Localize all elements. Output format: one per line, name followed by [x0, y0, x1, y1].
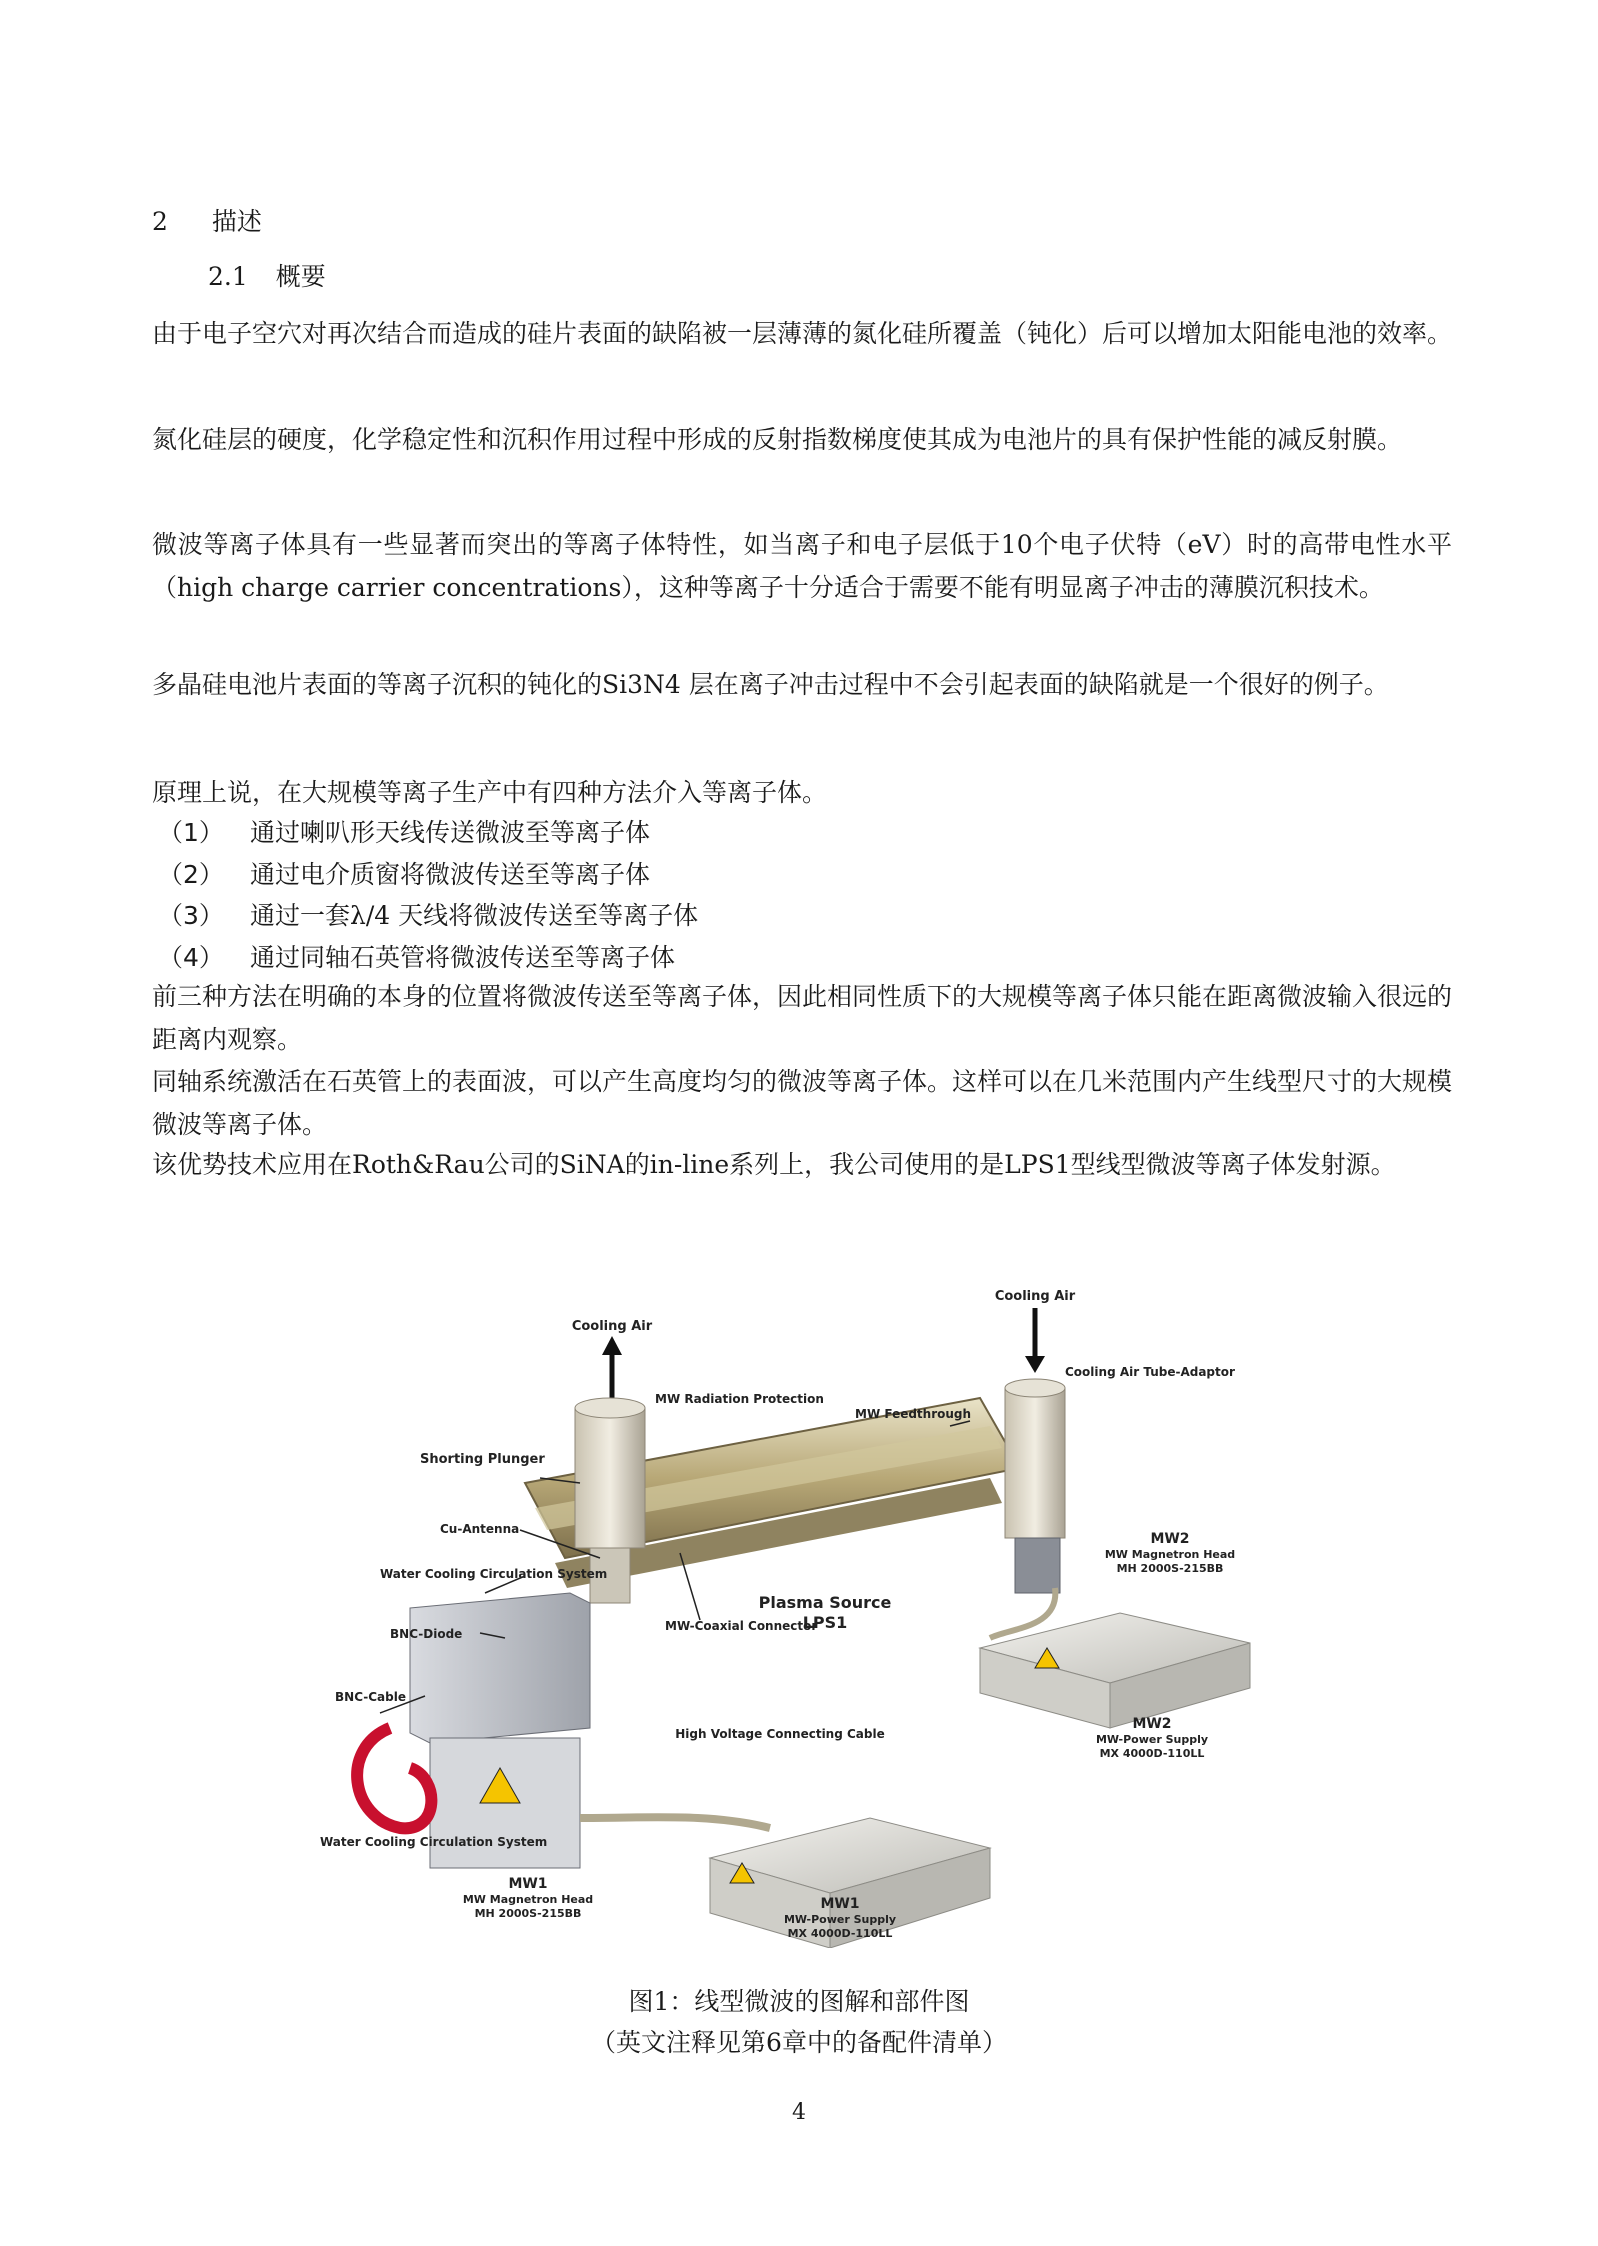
label-water-cooling-1: Water Cooling Circulation System: [380, 1567, 608, 1581]
label-mw-feedthrough: MW Feedthrough: [855, 1407, 972, 1421]
paragraph-1: 由于电子空穴对再次结合而造成的硅片表面的缺陷被一层薄薄的氮化硅所覆盖（钝化）后可以增加太阳能电池的效率。: [152, 319, 1453, 348]
subsection-title: 概要: [275, 262, 326, 291]
label-bnc-diode: BNC-Diode: [390, 1627, 463, 1641]
arrow-head-icon: [1025, 1356, 1045, 1373]
label-mw1-supply: MW-Power Supply: [783, 1913, 897, 1926]
paragraph-4: 多晶硅电池片表面的等离子沉积的钝化的Si3N4 层在离子冲击过程中不会引起表面的缺陷就是一个很好的例子。: [152, 670, 1389, 699]
label-mw1-head-model: MH 2000S-215BB: [474, 1907, 582, 1920]
label-hv-cable: High Voltage Connecting Cable: [675, 1727, 885, 1741]
method-number: （2）: [158, 860, 224, 889]
label-water-cooling-2: Water Cooling Circulation System: [320, 1835, 548, 1849]
label-cooling-air-left: Cooling Air: [571, 1319, 653, 1334]
paragraph-6: 前三种方法在明确的本身的位置将微波传送至等离子体，因此相同性质下的大规模等离子体只能在距离微波输入很远的距离内观察。: [152, 982, 1453, 1054]
method-item-4: [158, 938, 675, 974]
label-mw-radiation: MW Radiation Protection: [655, 1392, 824, 1406]
label-plasma-source: Plasma Source: [758, 1593, 892, 1612]
method-item-2: [158, 855, 650, 891]
label-mw1-head: MW Magnetron Head: [462, 1893, 594, 1906]
label-cooling-air-right: Cooling Air: [994, 1289, 1076, 1304]
hv-cable-line: [580, 1817, 770, 1828]
label-cu-antenna: Cu-Antenna: [440, 1522, 520, 1536]
mw2-cable-line: [990, 1588, 1055, 1638]
section-title: 描述: [211, 207, 262, 236]
label-mw2-head: MW Magnetron Head: [1104, 1548, 1236, 1561]
page-number: 4: [792, 2100, 806, 2125]
method-number: （4）: [158, 943, 224, 972]
right-cylinder-top: [1005, 1379, 1065, 1397]
section-number: 2: [152, 207, 168, 236]
section-heading: [152, 202, 262, 238]
label-mw2-supply-id: MW2: [1132, 1716, 1172, 1732]
red-cable: [357, 1728, 431, 1828]
label-shorting-plunger: Shorting Plunger: [420, 1452, 545, 1467]
label-mw1-head-id: MW1: [508, 1876, 548, 1892]
label-tube-adaptor: Cooling Air Tube-Adaptor: [1065, 1365, 1235, 1379]
label-mw2-head-id: MW2: [1150, 1531, 1190, 1547]
subsection-heading: [208, 257, 326, 293]
label-mw2-supply: MW-Power Supply: [1095, 1733, 1209, 1746]
method-number: （1）: [158, 818, 224, 847]
label-mw-coaxial: MW-Coaxial Connector: [665, 1619, 818, 1633]
right-cylinder: [1005, 1388, 1065, 1538]
label-mw1-supply-id: MW1: [820, 1896, 860, 1912]
method-item-3: [158, 896, 698, 932]
left-cylinder: [575, 1408, 645, 1548]
method-text: 通过同轴石英管将微波传送至等离子体: [250, 943, 676, 972]
figure-caption: 图1：线型微波的图解和部件图: [628, 1987, 970, 2016]
plasma-source-figure: [290, 1258, 1300, 1948]
right-magnetron: [1015, 1538, 1060, 1593]
label-mw1-supply-model: MX 4000D-110LL: [787, 1927, 893, 1940]
paragraph-5: 原理上说，在大规模等离子生产中有四种方法介入等离子体。: [152, 778, 828, 807]
method-number: （3）: [158, 901, 224, 930]
paragraph-8: 该优势技术应用在Roth&Rau公司的SiNA的in-line系列上，我公司使用的是LPS1型线型微波等离子体发射源。: [152, 1150, 1396, 1179]
figure-note: （英文注释见第6章中的备配件清单）: [591, 2028, 1007, 2057]
method-text: 通过一套λ/4 天线将微波传送至等离子体: [250, 901, 699, 930]
subsection-number: 2.1: [208, 262, 248, 291]
paragraph-7: 同轴系统激活在石英管上的表面波，可以产生高度均匀的微波等离子体。这样可以在几米范围内产生线型尺寸的大规模微波等离子体。: [152, 1067, 1453, 1139]
arrow-head-icon: [602, 1336, 622, 1355]
label-mw2-head-model: MH 2000S-215BB: [1116, 1562, 1224, 1575]
paragraph-2: 氮化硅层的硬度，化学稳定性和沉积作用过程中形成的反射指数梯度使其成为电池片的具有保护性能的减反射膜。: [152, 425, 1403, 454]
method-item-1: [158, 813, 650, 849]
label-bnc-cable: BNC-Cable: [335, 1690, 406, 1704]
method-text: 通过电介质窗将微波传送至等离子体: [250, 860, 651, 889]
label-mw2-supply-model: MX 4000D-110LL: [1099, 1747, 1205, 1760]
method-text: 通过喇叭形天线传送微波至等离子体: [250, 818, 651, 847]
paragraph-3: 微波等离子体具有一些显著而突出的等离子体特性，如当离子和电子层低于10个电子伏特（eV）时的高带电性水平（high charge carrier concentrations），这种等离子十分适合于需要不能有明显离子冲击的薄膜沉积技术。: [152, 530, 1452, 602]
label-plasma-model: LPS1: [802, 1613, 848, 1632]
mw1-magnetron-block: [410, 1593, 590, 1743]
left-cylinder-top: [575, 1398, 645, 1418]
